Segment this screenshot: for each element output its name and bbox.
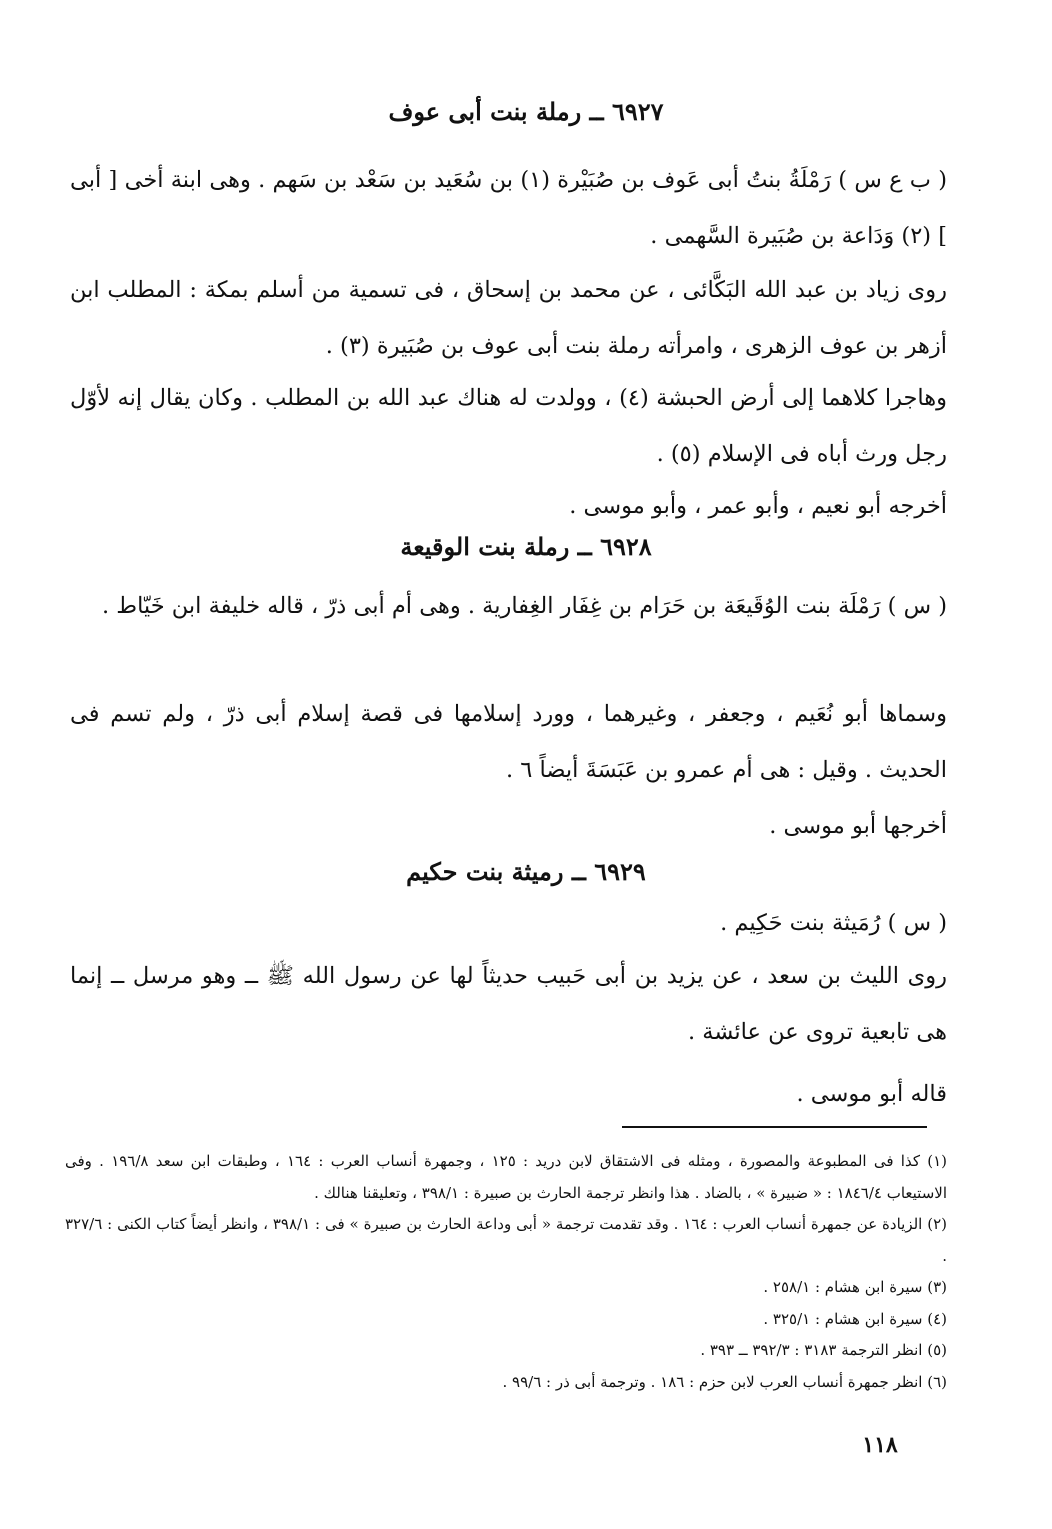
footnote: (٣) سيرة ابن هشام : ٢٥٨/١ .	[763, 1278, 947, 1296]
footnote: (٢) الزيادة عن جمهرة أنساب العرب : ١٦٤ . وقد تقدمت ترجمة « أبى وداعة الحارث بن صبيرة » فى : ٣٩٨/١ ، وانظر أيضاً كتاب الكنى : ٣٢٧/٦ .	[65, 1215, 947, 1265]
footnotes	[65, 1146, 947, 1398]
entry-paragraph: وهاجرا كلاهما إلى أرض الحبشة (٤) ، وولدت له هناك عبد الله بن المطلب . وكان يقال إنه لأوّل رجل ورث أباه فى الإسلام (٥) .	[70, 385, 947, 467]
entry-paragraph: ( س ) رُمَيثة بنت حَكِيم .	[720, 910, 947, 936]
entry-heading: ٦٩٢٩ ــ رميثة بنت حكيم	[406, 857, 646, 886]
page-number: ١١٨	[862, 1432, 898, 1458]
entry-paragraph: وسماها أبو نُعَيم ، وجعفر ، وغيرهما ، وورد إسلامها فى قصة إسلام أبى ذرّ ، ولم تسم فى الحديث . وقيل : هى أم عمرو بن عَبَسَةَ أيضاً ٦ .	[70, 701, 947, 783]
footnote: (١) كذا فى المطبوعة والمصورة ، ومثله فى الاشتقاق لابن دريد : ١٢٥ ، وجمهرة أنساب العرب : ١٦٤ ، وطبقات ابن سعد ١٩٦/٨ . وفى الاستيعاب ١٨٤٦/٤ : « ضبيرة » ، بالضاد . هذا وانظر ترجمة الحارث بن صبيرة : ٣٩٨/١ ، وتعليقنا هنالك .	[65, 1152, 947, 1202]
footnote-separator	[622, 1126, 927, 1128]
entry-heading: ٦٩٢٨ ــ رملة بنت الوقيعة	[400, 532, 652, 561]
entry-paragraph: قاله أبو موسى .	[796, 1081, 947, 1107]
entry-paragraph: أخرجها أبو موسى .	[769, 813, 947, 839]
entry-paragraph: روى زياد بن عبد الله البَكَّائى ، عن محمد بن إسحاق ، فى تسمية من أسلم بمكة : المطلب ابن أزهر بن عوف الزهرى ، وامرأته رملة بنت أبى عوف بن صُبَيرة (٣) .	[70, 277, 947, 359]
entry-heading: ٦٩٢٧ ــ رملة بنت أبى عوف	[388, 97, 664, 126]
entry-paragraph: أخرجه أبو نعيم ، وأبو عمر ، وأبو موسى .	[569, 493, 947, 519]
entry-paragraph: ( ب ع س ) رَمْلَةُ بنتُ أبى عَوف بن صُبَيْرة (١) بن سُعَيد بن سَعْد بن سَهم . وهى ابنة أخى [ أبى ] (٢) وَدَاعة بن صُبَيرة السَّهمى .	[70, 167, 947, 249]
footnote: (٥) انظر الترجمة ٣١٨٣ : ٣٩٢/٣ ــ ٣٩٣ .	[700, 1341, 947, 1359]
entry-paragraph: روى الليث بن سعد ، عن يزيد بن أبى حَبيب حديثاً لها عن رسول الله ﷺ ــ وهو مرسل ــ إنما هى تابعية تروى عن عائشة .	[70, 963, 947, 1045]
footnote: (٤) سيرة ابن هشام : ٣٢٥/١ .	[763, 1309, 947, 1328]
entry-paragraph: ( س ) رَمْلَة بنت الوُقَيعَة بن حَرَام بن غِفَار الغِفارية . وهى أم أبى ذرّ ، قاله خليفة ابن خَيّاط .	[101, 593, 947, 619]
footnote: (٦) انظر جمهرة أنساب العرب لابن حزم : ١٨٦ . وترجمة أبى ذر : ٩٩/٦ .	[502, 1372, 947, 1391]
